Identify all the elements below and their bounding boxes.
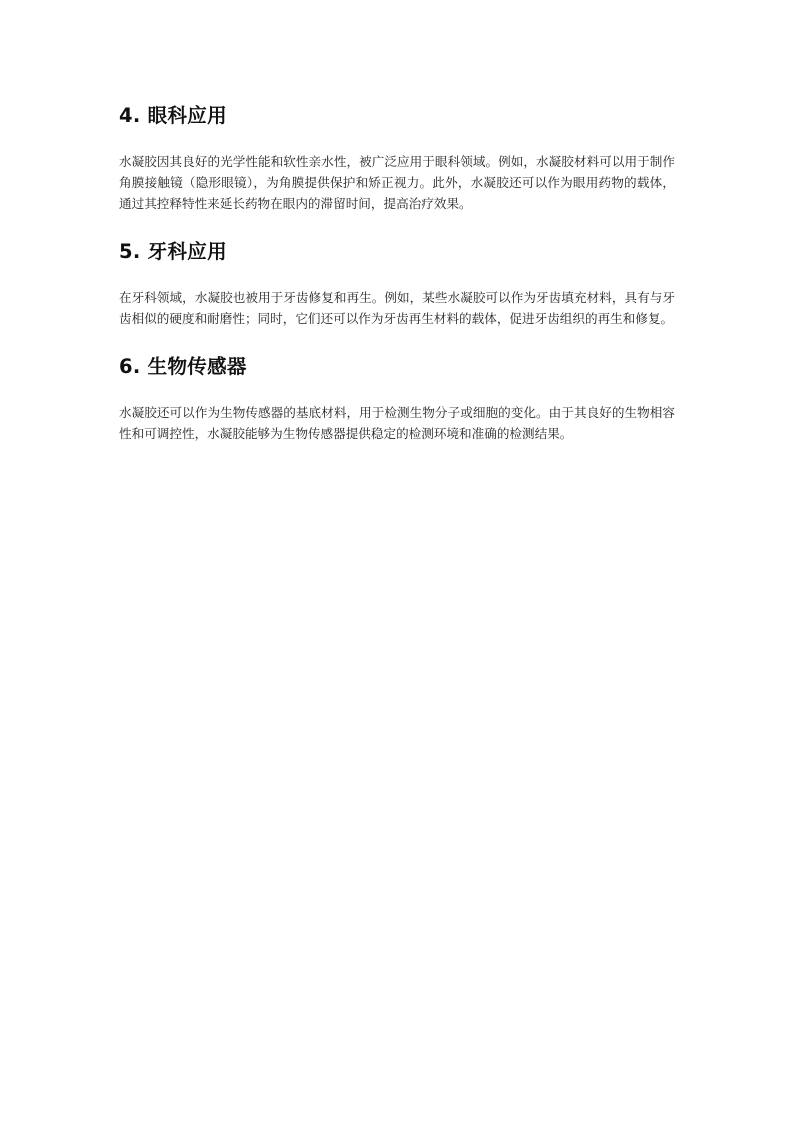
section-ophthalmology (119, 102, 675, 214)
section-heading: 4. 眼科应用 (119, 104, 227, 127)
section-paragraph: 水凝胶还可以作为生物传感器的基底材料，用于检测生物分子或细胞的变化。由于其良好的生物相容性和可调控性，水凝胶能够为生物传感器提供稳定的检测环境和准确的检测结果。 (119, 405, 675, 441)
section-heading: 6. 生物传感器 (119, 355, 247, 378)
section-paragraph: 在牙科领域，水凝胶也被用于牙齿修复和再生。例如，某些水凝胶可以作为牙齿填充材料，具有与牙齿相似的硬度和耐磨性；同时，它们还可以作为牙齿再生材料的载体，促进牙齿组织的再生和修复。 (119, 290, 675, 326)
section-dentistry (119, 238, 675, 329)
section-heading: 5. 牙科应用 (119, 240, 227, 263)
section-paragraph: 水凝胶因其良好的光学性能和软性亲水性，被广泛应用于眼科领域。例如，水凝胶材料可以用于制作角膜接触镜（隐形眼镜），为角膜提供保护和矫正视力。此外，水凝胶还可以作为眼用药物的载体，通过其控释特性来延长药物在眼内的滞留时间，提高治疗效果。 (119, 154, 675, 211)
section-biosensor (119, 353, 675, 444)
document-content (119, 102, 675, 444)
